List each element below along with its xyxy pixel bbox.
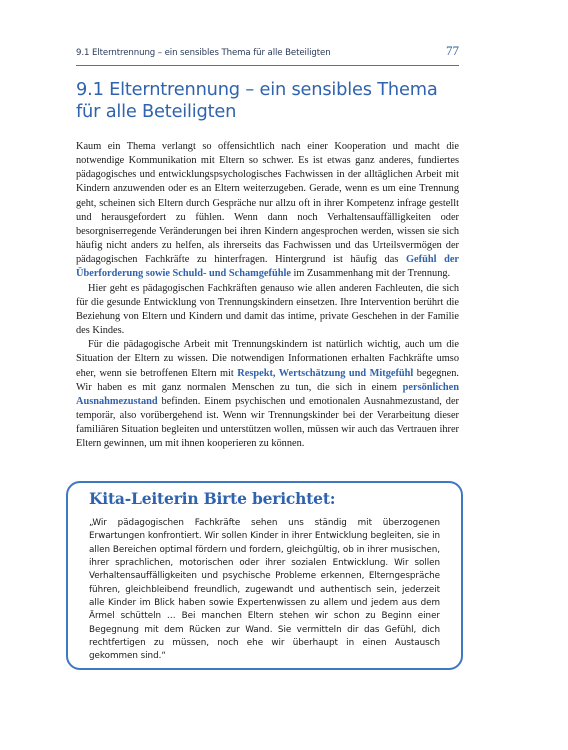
running-title: 9.1 Elterntrennung – ein sensibles Thema für alle Beteiligten — [76, 48, 331, 58]
quote-text: „Wir pädagogischen Fachkräfte sehen uns ständig mit überzogenen Erwartungen konfrontiert. Wir sollen Kinder in ihrer Entwicklung begleiten, sie in allen Bereichen optimal fördern und fordern, gleichgültig, ob in ihrer musischen, ihrer sprachlichen, motorischen oder ihrer sozialen Entwicklung. Wir sollen Verhaltensauffälligkeiten und psychische Probleme erkennen, Elterngespräche führen, gleichbleibend freundlich, zugewandt und authentisch sein, jederzeit alle Kinder im Blick haben sowie Expertenwissen zu allem und jedem aus dem Ärmel schütteln … Bei manchen Eltern stehen wir schon zu Beginn einer Begegnung mit dem Rücken zur Wand. Sie vermitteln dir das Gefühl, dich rechtfertigen zu müssen, noch ehe wir überhaupt in einen Austausch gekommen sind.“ — [89, 518, 440, 662]
paragraph-1-text-a: Kaum ein Thema verlangt so offensichtlich nach einer Kooperation und macht die notwendige Kommunikation mit Eltern so schwer. Es ist etwas ganz anderes, fundiertes pädagogisches und entwicklungspsychologisches Fachwissen in der alltäglichen Arbeit mit Kindern anzuwenden oder es an Eltern weiterzugeben. Gerade, wenn es um eine Trennung geht, scheinen sich Eltern durch Gespräche nur allzu oft in ihrer Kompetenz infrage gestellt und herausgefordert zu fühlen. Wenn dann noch Verhaltensauffälligkeiten oder besorgniserregende Veränderungen bei ihren Kindern angesprochen werden, wissen sie sich häufig nicht anders zu helfen, als ihrerseits das Fachwissen und das Urteilsvermögen der pädagogischen Fachkräfte zu hinterfragen. Hintergrund ist häufig das — [76, 141, 459, 266]
paragraph-3-text-c: befinden. Einem psychischen und emotionalen Ausnahmezustand, der temporär, also vorübergehend ist. Wenn wir Trennungskinder bei der Verarbeitung dieser familiären Situation begleiten und unterstützen wollen, müssen wir auch das Vertrauen ihrer Eltern gewinnen, um mit ihnen kooperieren zu können. — [76, 395, 459, 450]
paragraph-2: Hier geht es pädagogischen Fachkräften genauso wie allen anderen Fachleuten, die sich für die gesunde Entwicklung von Trennungskindern einsetzen. Ihre Intervention berührt die Beziehung von Eltern und Kindern und damit das intime, private Geschehen in der Familie des Kindes. — [76, 282, 459, 337]
paragraph-1 — [76, 140, 459, 282]
chapter-title: 9.1 Elterntrennung – ein sensibles Thema für alle Beteiligten — [76, 79, 438, 122]
quote-title: Kita-Leiterin Birte berichtet: — [89, 489, 336, 508]
running-head — [76, 43, 459, 59]
paragraph-3-text-b: begegnen. Wir haben es mit ganz normalen Menschen zu tun, die sich in einem — [76, 367, 459, 393]
paragraph-3-text-a: Für die pädagogische Arbeit mit Trennungskindern ist natürlich wichtig, auch um die Situation der Eltern zu wissen. Die notwendigen Informationen erhalten Fachkräfte umso eher, wenn sie betroffenen Eltern mit — [76, 339, 459, 379]
paragraph-1-text-b: im Zusammenhang mit der Trennung. — [290, 268, 451, 280]
page-number: 77 — [446, 43, 459, 58]
highlight-respect: Respekt, Wertschätzung und Mitgefühl — [237, 367, 414, 379]
body-text — [76, 140, 459, 451]
highlight-overload-feelings: Gefühl der Überforderung sowie Schuld- und Schamgefühle — [76, 254, 460, 280]
quote-box — [66, 481, 463, 670]
highlight-exceptional-state: persönlichen Ausnahmezustand — [76, 381, 459, 407]
header-divider — [76, 65, 459, 66]
paragraph-3 — [76, 338, 459, 451]
